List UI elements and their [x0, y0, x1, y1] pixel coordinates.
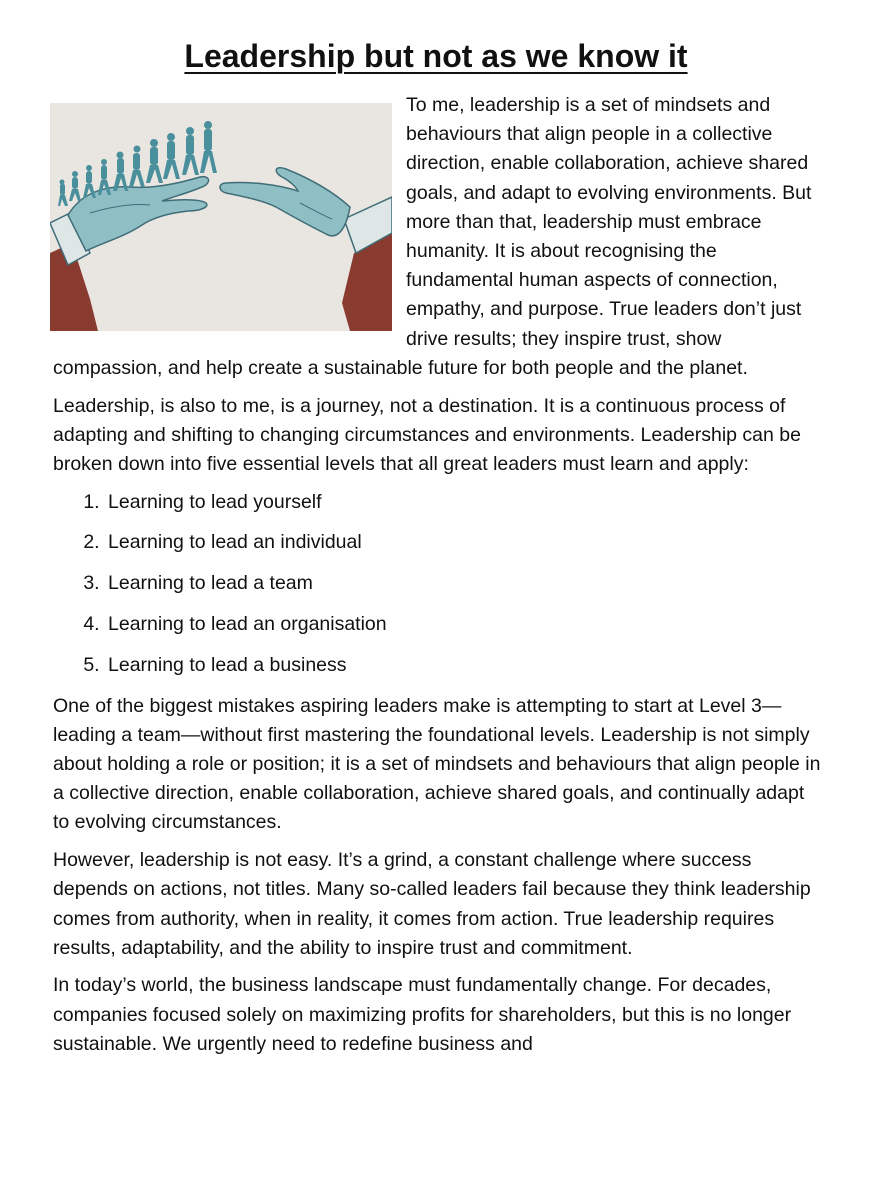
list-item: 3. Learning to lead a team — [105, 569, 821, 598]
mistakes-paragraph: One of the biggest mistakes aspiring leaders make is attempting to start at Level 3—leading a team—without first mastering the foundational levels. Leadership is not simply about holding a role or position; it is a set of mindsets and behaviours that align people in a collective direction, enable collaboration, achieve shared goals, and continually adapt to evolving circumstances. — [53, 694, 821, 834]
leadership-levels-list — [53, 488, 821, 680]
intro-paragraph: To me, leadership is a set of mindsets and behaviours that align people in a collective direction, enable collaboration, achieve shared goals, and adapt to evolving environments. But more than that, leadership must embrace humanity. It is about recognising the fundamental human aspects of connection, empathy, and purpose. True leaders don’t just drive results; they inspire trust, show compassion, and help create a sustainable future for both people and the planet. — [53, 94, 812, 379]
journey-paragraph: Leadership, is also to me, is a journey, not a destination. It is a continuous process of adapting and shifting to changing circumstances and environments. Leadership can be broken down into five essential levels that all great leaders must learn and apply: — [53, 394, 801, 475]
list-item: 5. Learning to lead a business — [105, 651, 821, 680]
list-item: 4. Learning to lead an organisation — [105, 610, 821, 639]
hands-illustration-icon — [50, 103, 392, 331]
list-item: 1. Learning to lead yourself — [105, 488, 821, 517]
document-body — [53, 91, 821, 1068]
not-easy-paragraph: However, leadership is not easy. It’s a grind, a constant challenge where success depends on actions, not titles. Many so-called leaders fail because they think leadership comes from authority, when in reality, it comes from action. True leadership requires results, adaptability, and the ability to inspire trust and commitment. — [53, 849, 811, 959]
business-paragraph: In today’s world, the business landscape must fundamentally change. For decades, companies focused solely on maximizing profits for shareholders, but this is no longer sustainable. We urgently need to redefine business and — [53, 974, 792, 1055]
page-title: Leadership but not as we know it — [184, 38, 688, 74]
list-item: 2. Learning to lead an individual — [105, 528, 821, 557]
